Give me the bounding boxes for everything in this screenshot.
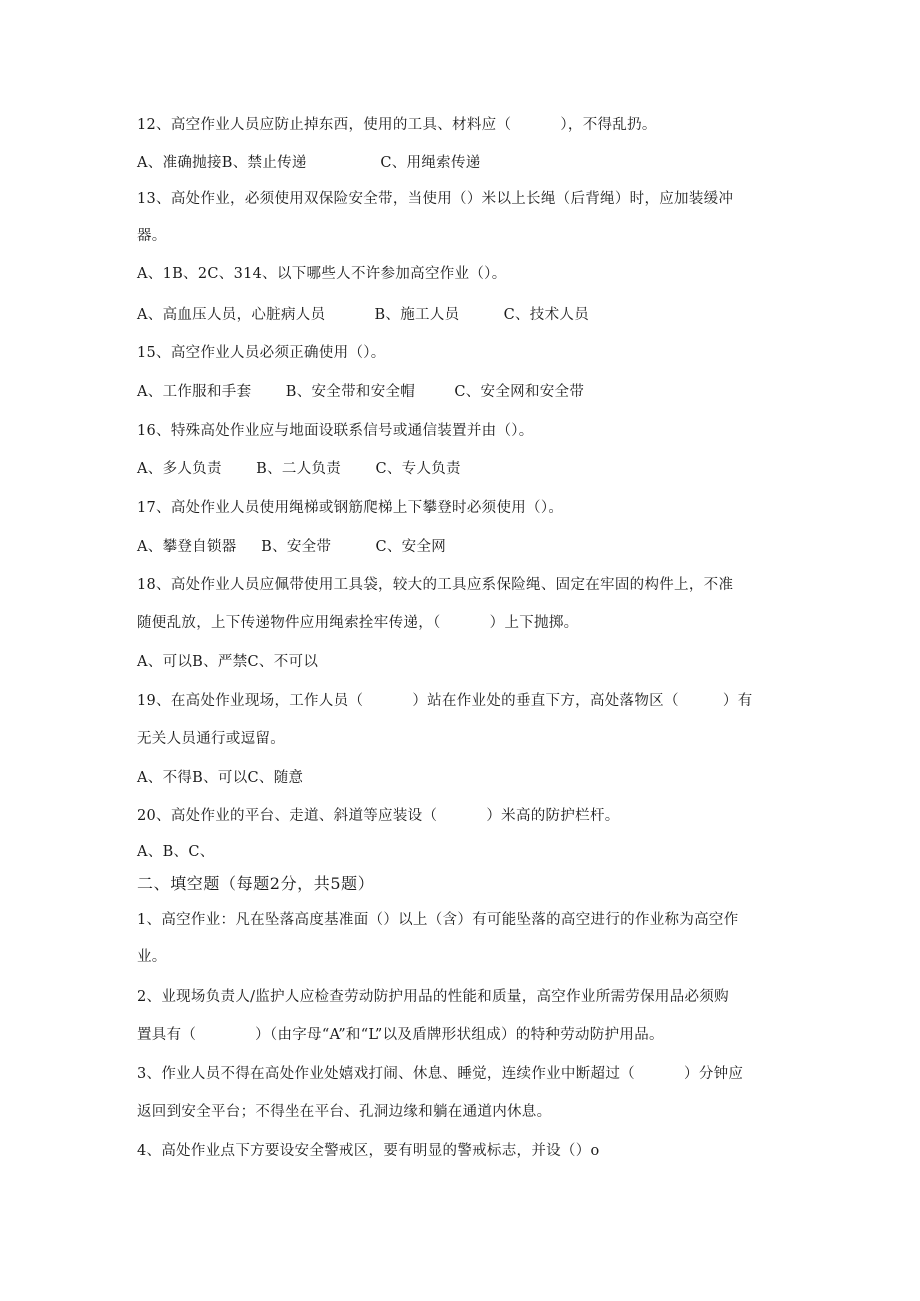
fill-question-2-continued: 置具有（ ）（由字母“A”和“L”以及盾牌形状组成）的特种劳动防护用品。 — [137, 1027, 664, 1043]
question-13: 13、高处作业，必须使用双保险安全带，当使用（）米以上长绳（后背绳）时，应加装缓冲 — [137, 191, 734, 207]
options-14: A、高血压人员，心脏病人员 B、施工人员 C、技术人员 — [137, 307, 589, 323]
options-12: A、准确抛接B、禁止传递 C、用绳索传递 — [137, 155, 481, 171]
options-19: A、不得B、可以C、随意 — [137, 770, 304, 786]
options-17: A、攀登自锁器 B、安全带 C、安全网 — [137, 539, 447, 555]
fill-question-3: 3、作业人员不得在高处作业处嬉戏打闹、休息、睡觉，连续作业中断超过（ ）分钟应 — [137, 1066, 744, 1082]
fill-question-3-continued: 返回到安全平台；不得坐在平台、孔洞边缘和躺在通道内休息。 — [137, 1104, 552, 1120]
question-18-continued: 随便乱放，上下传递物件应用绳索拴牢传递，（ ）上下抛掷。 — [137, 615, 579, 631]
options-20: A、B、C、 — [137, 844, 215, 860]
fill-question-1: 1、高空作业：凡在坠落高度基准面（）以上（含）有可能坠落的高空进行的作业称为高空作 — [137, 912, 739, 928]
question-15: 15、高空作业人员必须正确使用（）。 — [137, 345, 386, 361]
fill-question-2: 2、业现场负责人/监护人应检查劳动防护用品的性能和质量，高空作业所需劳保用品必须购 — [137, 989, 729, 1005]
options-18: A、可以B、严禁C、不可以 — [137, 654, 319, 670]
options-15: A、工作服和手套 B、安全带和安全帽 C、安全网和安全带 — [137, 384, 585, 400]
question-19: 19、在高处作业现场，工作人员（ ）站在作业处的垂直下方，高处落物区（ ）有 — [137, 693, 753, 709]
options-16: A、多人负责 B、二人负责 C、专人负责 — [137, 461, 461, 477]
fill-question-4: 4、高处作业点下方要设安全警戒区，要有明显的警戒标志，并设（）o — [137, 1143, 600, 1159]
section-heading-fill-in: 二、填空题（每题2分，共5题） — [137, 874, 375, 893]
question-19-continued: 无关人员通行或逗留。 — [137, 731, 285, 747]
question-18: 18、高处作业人员应佩带使用工具袋，较大的工具应系保险绳、固定在牢固的构件上，不准 — [137, 577, 734, 593]
question-17: 17、高处作业人员使用绳梯或钢筋爬梯上下攀登时必须使用（）。 — [137, 500, 564, 516]
question-12: 12、高空作业人员应防止掉东西，使用的工具、材料应（ ），不得乱扔。 — [137, 117, 657, 133]
question-20: 20、高处作业的平台、走道、斜道等应装设（ ）米高的防护栏杆。 — [137, 808, 620, 824]
fill-question-1-continued: 业。 — [137, 949, 167, 965]
question-13-continued: 器。 — [137, 228, 167, 244]
question-16: 16、特殊高处作业应与地面设联系信号或通信装置并由（）。 — [137, 423, 534, 439]
options-13-question-14: A、1B、2C、314、以下哪些人不许参加高空作业（）。 — [137, 266, 507, 282]
